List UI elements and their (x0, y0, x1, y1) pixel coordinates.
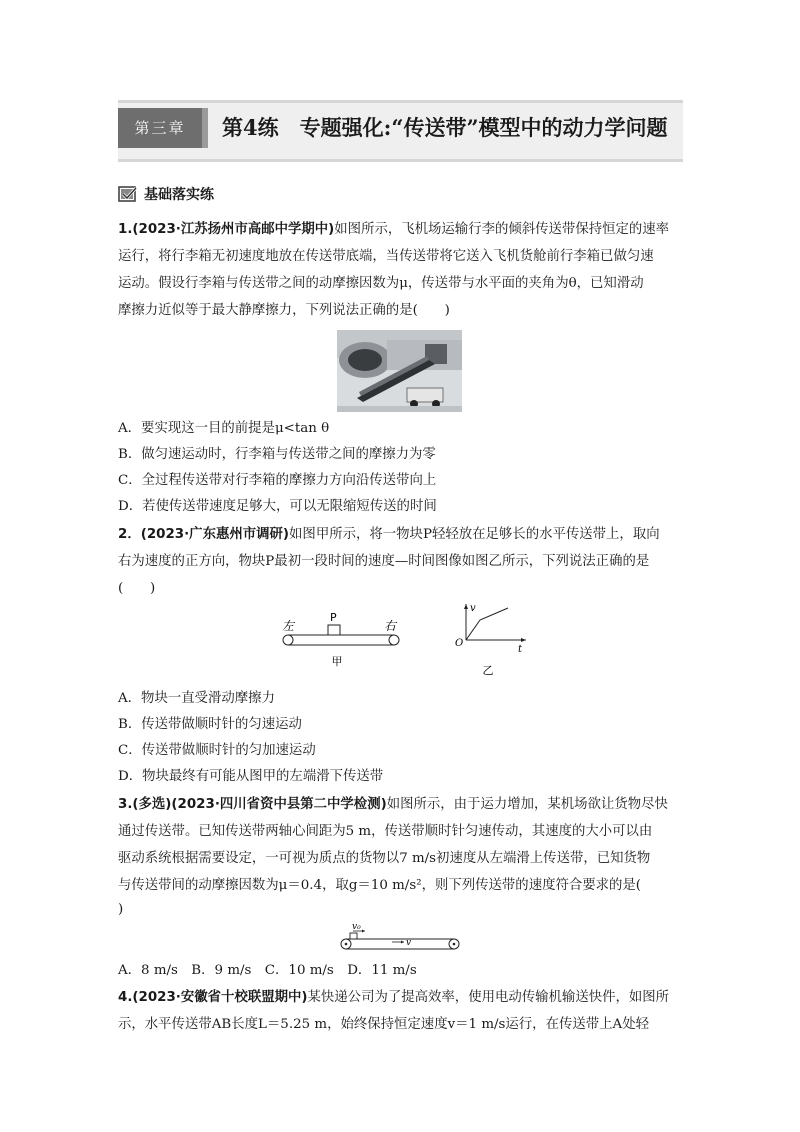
q3-line-2: 通过传送带。已知传送带两轴心间距为5 m，传送带顺时针匀速传动，其速度的大小可以由 (118, 824, 653, 839)
q2-text-1: 如图甲所示，将一物块P轻轻放在足够长的水平传送带上，取向 (289, 527, 660, 542)
axis-v-label: v (470, 603, 476, 614)
q1-line-3: 运动。假设行李箱与传送带之间的动摩擦因数为μ，传送带与水平面的夹角为θ，已知滑动 (118, 276, 644, 291)
airport-conveyor-photo (337, 330, 462, 412)
q1-option-b: B．做匀速运动时，行李箱与传送带之间的摩擦力为零 (118, 447, 436, 462)
q1-line-2: 运行，将行李箱无初速度地放在传送带底端，当传送带将它送入飞机货舱前行李箱已做匀速 (118, 249, 654, 264)
q3-line-3: 驱动系统根据需要设定，一可视为质点的货物以7 m/s初速度从左端滑上传送带，已知货物 (118, 851, 651, 866)
q1-option-c: C．全过程传送带对行李箱的摩擦力方向沿传送带向上 (118, 473, 437, 488)
q2-line-2: 右为速度的正方向，物块P最初一段时间的速度—时间图像如图乙所示，下列说法正确的是 (118, 554, 650, 569)
figure-belt-q3 (338, 920, 464, 954)
label-block-p: P (330, 611, 337, 624)
q4-text-1: 某快递公司为了提高效率，使用电动传输机输送快件，如图所 (307, 990, 670, 1005)
section-title: 基础落实练 (144, 187, 214, 203)
q1-source: 1.(2023·江苏扬州市高邮中学期中) (118, 222, 335, 237)
checkbox-icon (118, 186, 138, 202)
q3-line-5: ) (118, 902, 124, 917)
left-roller (283, 635, 293, 645)
label-right: 右 (384, 619, 397, 633)
chapter-tag-notch (202, 108, 208, 148)
q2-option-d: D．物块最终有可能从图甲的左端滑下传送带 (118, 769, 384, 784)
figure-vt-graph-yi (450, 600, 530, 678)
q3-text-1: 如图所示，由于运力增加，某机场欲让货物尽快 (386, 797, 668, 812)
lesson-title: 第4练 专题强化:“传送带”模型中的动力学问题 (222, 115, 668, 140)
q1-line-4: 摩擦力近似等于最大静摩擦力，下列说法正确的是( ) (118, 303, 450, 318)
section-heading (118, 183, 214, 205)
chapter-tag: 第三章 (118, 108, 202, 148)
q3-line-4: 与传送带间的动摩擦因数为μ＝0.4，取g＝10 m/s²，则下列传送带的速度符合要求的是( (118, 878, 642, 893)
caption-jia: 甲 (331, 655, 343, 668)
q2-option-b: B．传送带做顺时针的匀速运动 (118, 717, 302, 732)
v0-label: v₀ (352, 922, 361, 932)
q4-line-1 (118, 984, 688, 1011)
right-roller (389, 635, 399, 645)
q2-source: 2．(2023·广东惠州市调研) (118, 527, 290, 542)
q3-options: A．8 m/s B．9 m/s C．10 m/s D．11 m/s (118, 963, 417, 978)
q2-option-c: C．传送带做顺时针的匀加速运动 (118, 743, 316, 758)
axis-t-label: t (518, 644, 523, 655)
belt-v-label: v (406, 938, 412, 948)
q2-line-3: ( ) (118, 581, 156, 596)
q4-line-2: 示，水平传送带AB长度L＝5.25 m，始终保持恒定速度v＝1 m/s运行，在传送带上A处轻 (118, 1017, 649, 1032)
q1-option-a: A．要实现这一目的前提是μ<tan θ (118, 421, 330, 436)
q1-text-1: 如图所示，飞机场运输行李的倾斜传送带保持恒定的速率 (334, 222, 670, 237)
q3-line-1 (118, 791, 688, 818)
label-left: 左 (282, 619, 295, 633)
q2-option-a: A．物块一直受滑动摩擦力 (118, 691, 275, 706)
q1-line-1 (118, 216, 688, 243)
figure-belt-jia (278, 608, 404, 668)
block-p (328, 625, 340, 635)
q2-line-1 (118, 521, 688, 548)
origin-label: O (455, 638, 464, 649)
q1-option-d: D．若使传送带速度足够大，可以无限缩短传送的时间 (118, 499, 437, 514)
cargo-block (350, 933, 357, 939)
q4-source: 4.(2023·安徽省十校联盟期中) (118, 990, 308, 1005)
caption-yi: 乙 (482, 664, 494, 677)
q3-source: 3.(多选)(2023·四川省资中县第二中学检测) (118, 797, 387, 812)
